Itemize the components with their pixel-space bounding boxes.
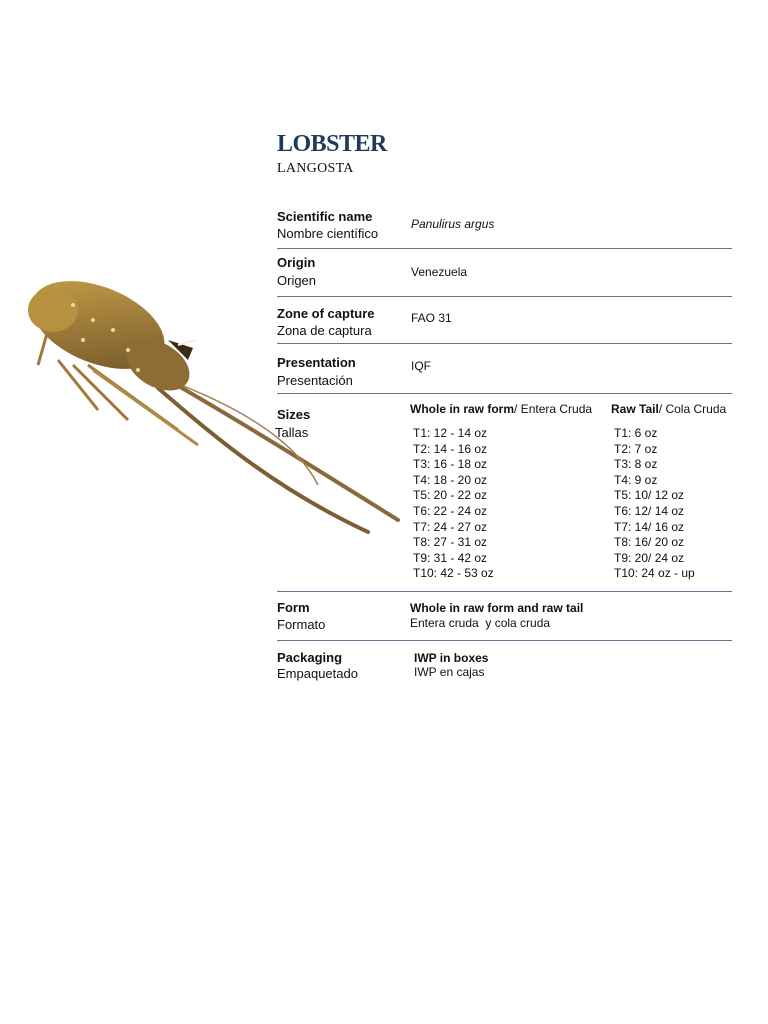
list-item: T9: 20/ 24 oz — [614, 550, 685, 565]
list-item: T3: 16 - 18 oz — [413, 457, 488, 472]
list-item: T4: 9 oz — [614, 472, 658, 487]
divider — [277, 343, 732, 344]
whole-header-en: Whole in raw form — [410, 402, 515, 416]
list-item: T4: 18 - 20 oz — [413, 472, 488, 487]
list-item: T1: 6 oz — [614, 426, 658, 440]
sizes-label: Sizes — [277, 407, 311, 422]
form-label: Form — [277, 600, 310, 615]
packaging-value-es: IWP en cajas — [414, 665, 485, 679]
list-item: T8: 16/ 20 oz — [614, 535, 685, 550]
origin-label: Origin — [277, 255, 316, 270]
tail-header-es: / Cola Cruda — [658, 402, 727, 416]
list-item: T3: 8 oz — [614, 457, 658, 472]
list-item: T6: 12/ 14 oz — [614, 503, 685, 518]
origin-label-es: Origen — [277, 273, 317, 288]
form-label-es: Formato — [277, 617, 326, 632]
list-item: T7: 24 - 27 oz — [413, 519, 488, 534]
packaging-label: Packaging — [277, 650, 343, 665]
presentation-value: IQF — [411, 359, 431, 373]
tail-header-en: Raw Tail — [611, 402, 659, 416]
divider — [277, 393, 732, 394]
list-item: T9: 31 - 42 oz — [413, 550, 488, 565]
list-item: T5: 20 - 22 oz — [413, 488, 488, 503]
origin-value: Venezuela — [411, 265, 468, 279]
packaging-value-en: IWP in boxes — [414, 651, 489, 665]
list-item: T10: 24 oz - up — [614, 566, 695, 581]
presentation-label: Presentation — [277, 355, 356, 370]
list-item: T2: 14 - 16 oz — [413, 441, 488, 456]
scientific-name-label: Scientific name — [277, 209, 373, 224]
whole-header-es: / Entera Cruda — [514, 402, 593, 416]
zone-value: FAO 31 — [411, 311, 452, 325]
list-item: T7: 14/ 16 oz — [614, 519, 685, 534]
divider — [277, 248, 732, 249]
zone-label-es: Zona de captura — [277, 323, 372, 338]
scientific-name-value: Panulirus argus — [411, 217, 495, 231]
list-item: T10: 42 - 53 oz — [413, 566, 494, 581]
divider — [277, 591, 732, 592]
tail-column-header — [611, 402, 726, 416]
page-subtitle: LANGOSTA — [277, 161, 354, 176]
list-item: T8: 27 - 31 oz — [413, 535, 488, 550]
list-item: T2: 7 oz — [614, 441, 658, 456]
scientific-name-label-es: Nombre científico — [277, 226, 379, 241]
presentation-label-es: Presentación — [277, 373, 353, 388]
list-item: T1: 12 - 14 oz — [413, 426, 488, 440]
page-title: LOBSTER — [277, 131, 387, 157]
whole-column-header — [410, 402, 592, 416]
tail-sizes-list — [614, 426, 695, 582]
list-item: T5: 10/ 12 oz — [614, 488, 685, 503]
zone-label: Zone of capture — [277, 306, 375, 321]
whole-sizes-list — [413, 426, 494, 582]
divider — [277, 296, 732, 297]
form-value-es: Entera cruda y cola cruda — [410, 616, 551, 630]
packaging-label-es: Empaquetado — [277, 666, 358, 681]
divider — [277, 640, 732, 641]
list-item: T6: 22 - 24 oz — [413, 503, 488, 518]
sizes-label-es: Tallas — [275, 425, 309, 440]
form-value-en: Whole in raw form and raw tail — [410, 601, 584, 615]
